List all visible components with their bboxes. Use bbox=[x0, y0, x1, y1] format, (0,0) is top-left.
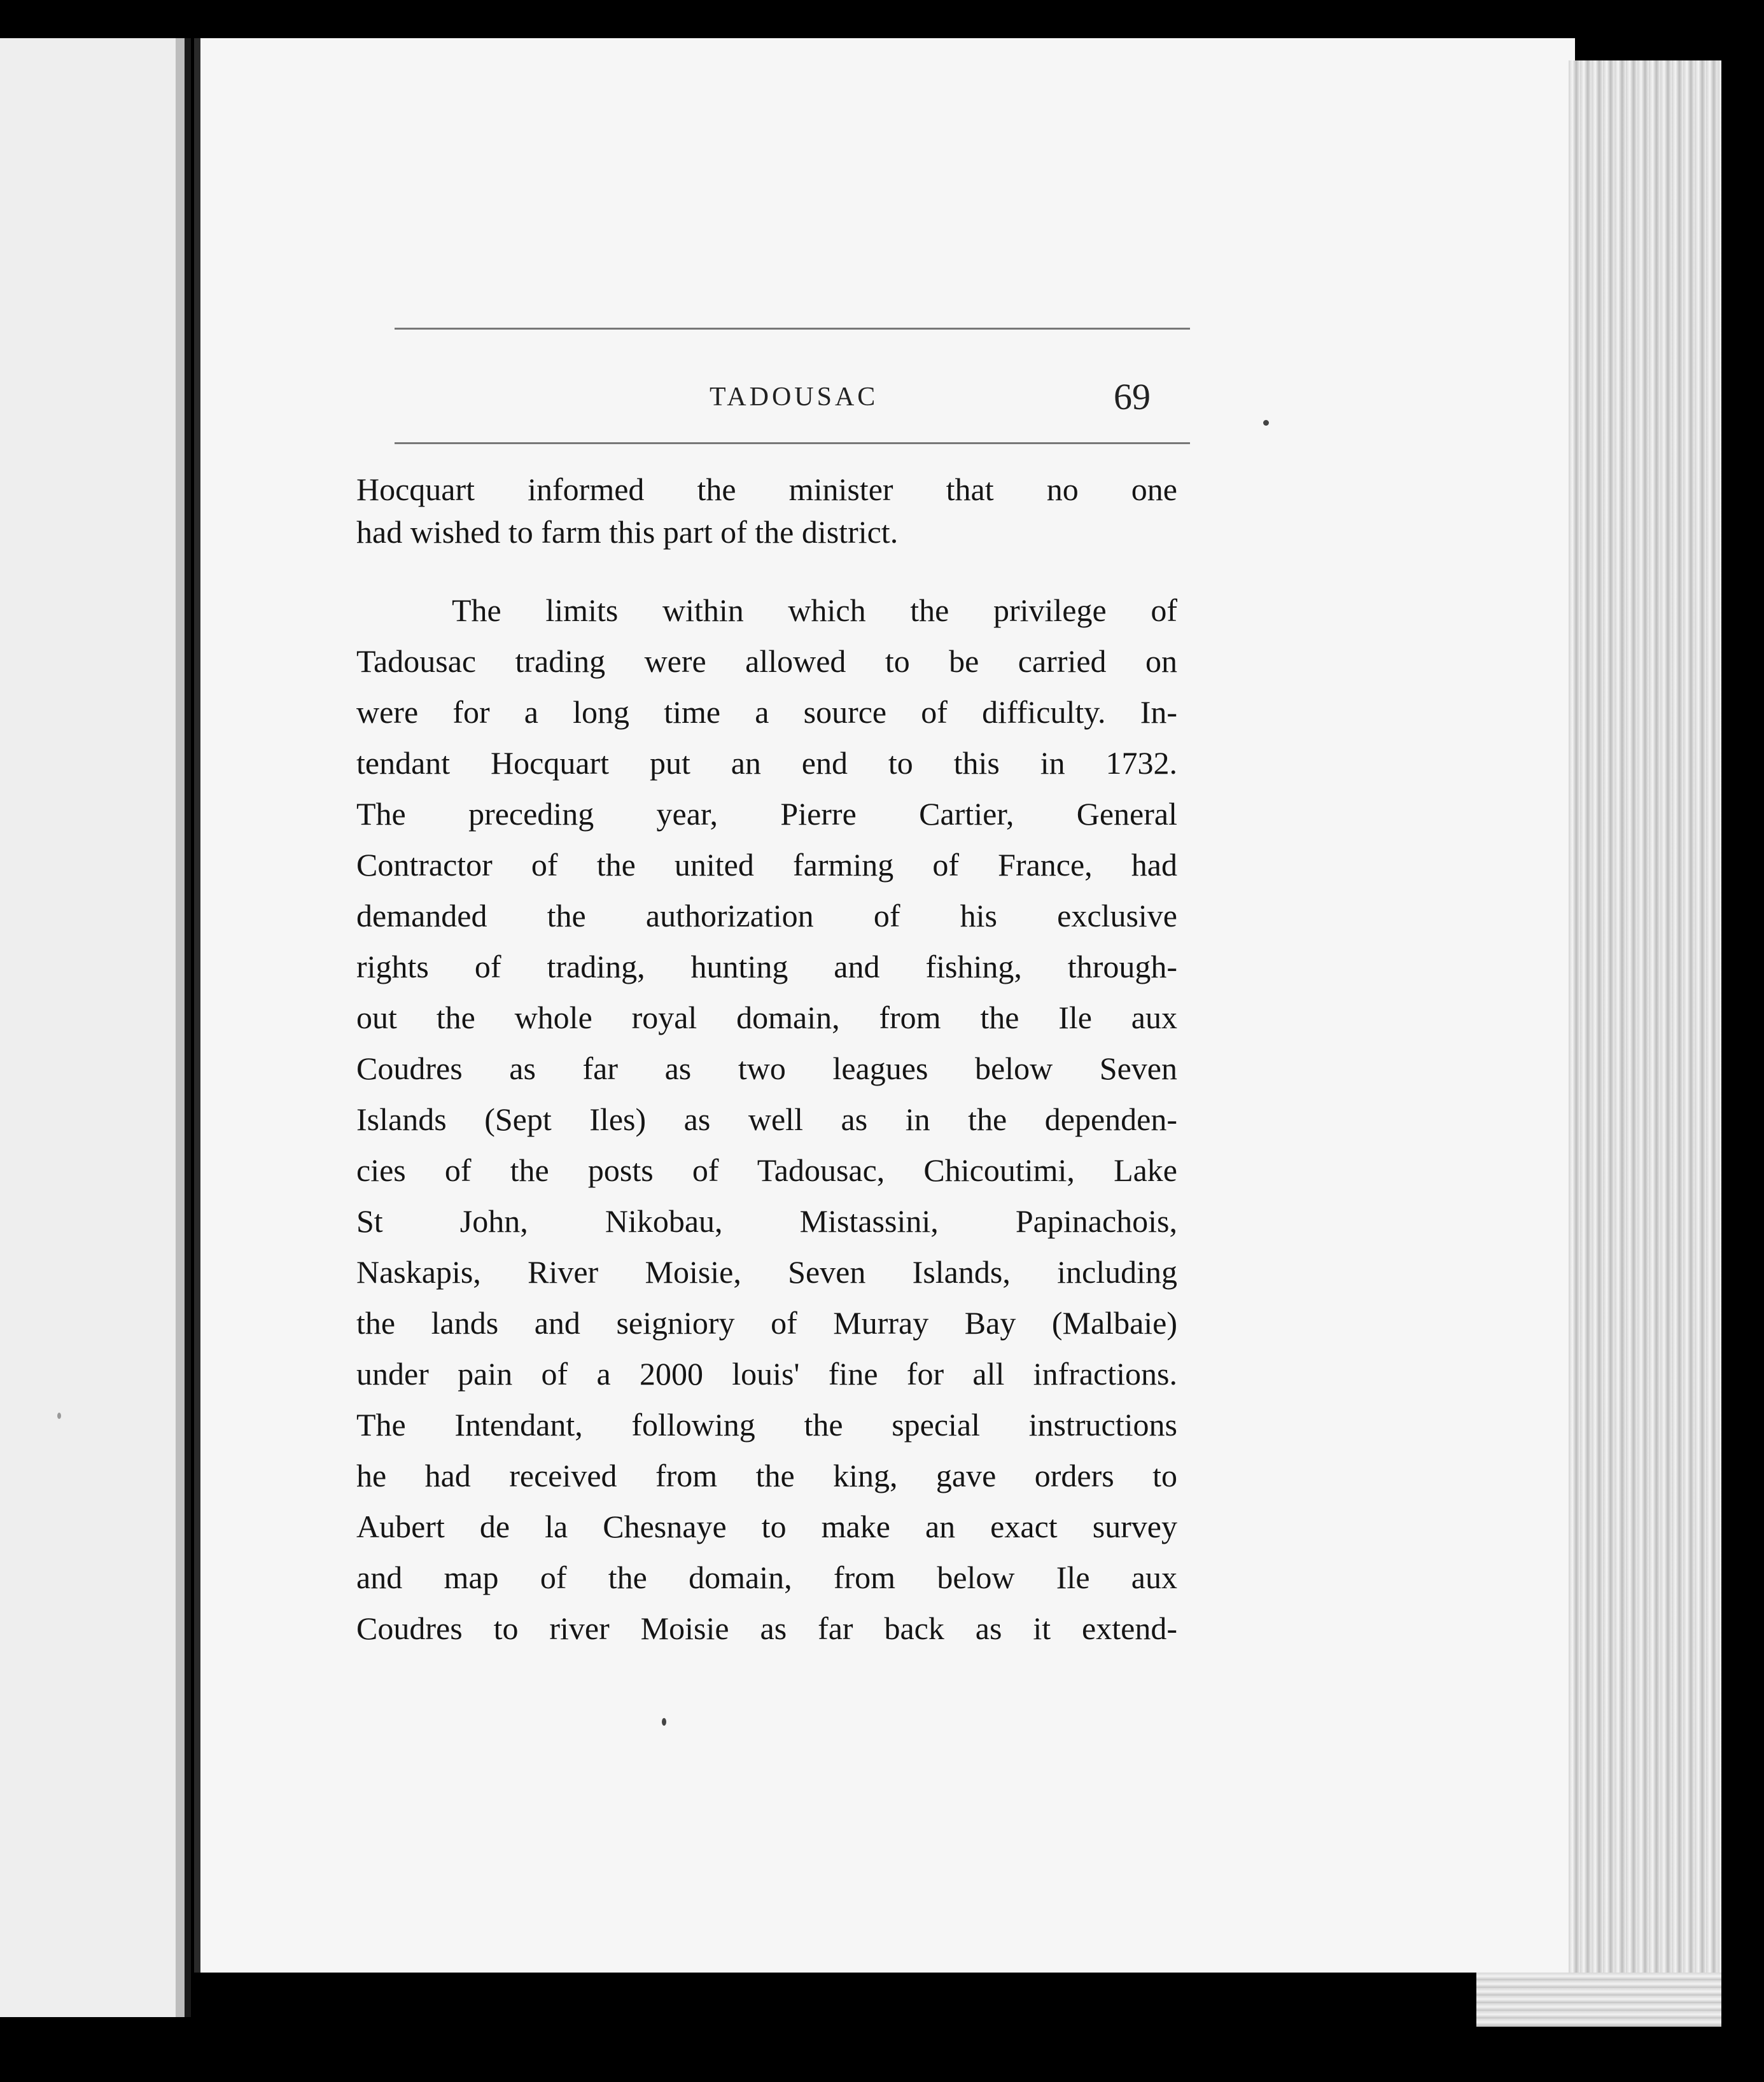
page-edges-stack bbox=[1569, 60, 1721, 2027]
header-rule-top bbox=[395, 328, 1190, 330]
text-line: Coudres as far as two leagues below Seven bbox=[356, 1051, 1177, 1086]
text-line: Aubert de la Chesnaye to make an exact survey bbox=[356, 1509, 1177, 1544]
text-line: and map of the domain, from below Ile aux bbox=[356, 1560, 1177, 1595]
text-line: Tadousac trading were allowed to be carried on bbox=[356, 643, 1177, 679]
text-line: St John, Nikobau, Mistassini, Papinachois, bbox=[356, 1203, 1177, 1239]
text-line: cies of the posts of Tadousac, Chicoutimi, Lake bbox=[356, 1152, 1177, 1188]
text-line: Hocquart informed the minister that no one bbox=[356, 472, 1177, 507]
gutter-fold bbox=[176, 38, 185, 2017]
text-line: tendant Hocquart put an end to this in 1732. bbox=[356, 745, 1177, 781]
page-number: 69 bbox=[1114, 376, 1151, 417]
text-line: The preceding year, Pierre Cartier, General bbox=[356, 796, 1177, 832]
text-line: had wished to farm this part of the district. bbox=[356, 514, 899, 550]
text-line: out the whole royal domain, from the Ile aux bbox=[356, 1000, 1177, 1035]
text-line: rights of trading, hunting and fishing, through- bbox=[356, 949, 1177, 984]
previous-page-edge bbox=[0, 38, 191, 2017]
text-line: the lands and seigniory of Murray Bay (Malbaie) bbox=[356, 1305, 1177, 1341]
text-line: were for a long time a source of difficulty. In- bbox=[356, 694, 1177, 730]
text-line: he had received from the king, gave orders to bbox=[356, 1458, 1177, 1493]
page-edges-bottom bbox=[1476, 1973, 1721, 2027]
body-text bbox=[356, 471, 1177, 1737]
dust-speck bbox=[1263, 420, 1269, 426]
text-line: under pain of a 2000 louis' fine for all infractions. bbox=[356, 1356, 1177, 1392]
running-head: TADOUSAC bbox=[710, 382, 879, 412]
text-line: Islands (Sept Iles) as well as in the dependen- bbox=[356, 1101, 1177, 1137]
text-line: Coudres to river Moisie as far back as it extend- bbox=[356, 1610, 1177, 1646]
text-line: Contractor of the united farming of France, had bbox=[356, 847, 1177, 883]
text-line: The Intendant, following the special instructions bbox=[356, 1407, 1177, 1443]
text-line: demanded the authorization of his exclusive bbox=[356, 898, 1177, 933]
dust-speck bbox=[662, 1718, 666, 1726]
dust-speck bbox=[57, 1413, 61, 1419]
text-line: Naskapis, River Moisie, Seven Islands, including bbox=[356, 1254, 1177, 1290]
header-rule-bottom bbox=[395, 442, 1190, 444]
text-line: The limits within which the privilege of bbox=[452, 592, 1177, 628]
